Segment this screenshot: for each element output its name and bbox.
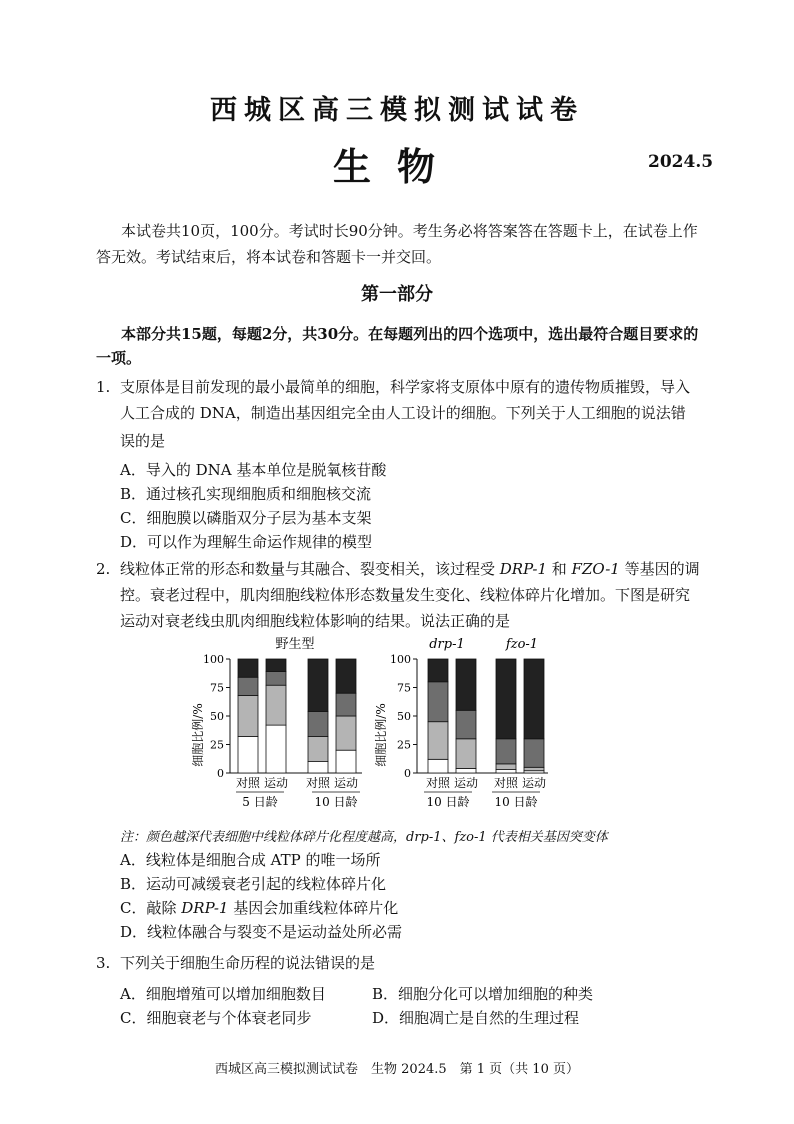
question-stem-line: 支原体是目前发现的最小最简单的细胞，科学家将支原体中原有的遗传物质摧毁，导入 [120,378,691,396]
bar-segment [524,739,544,768]
chart-title: 野生型 [275,637,315,652]
option-c: C．细胞膜以磷脂双分子层为基本支架 [120,509,372,527]
x-category-label: 对照 [235,776,261,790]
exam-date: 2024.5 [648,152,714,172]
bar-segment [238,677,258,695]
mitochondria-figure [180,630,580,815]
stem-text: 等基因的调 [619,560,700,578]
x-group-label: 5 日龄 [242,795,278,809]
question-number: 3. [96,954,111,972]
stem-text: 和 [547,560,572,578]
bar-segment [456,710,476,739]
x-group-labels [236,792,360,809]
bar-segment [238,695,258,736]
subject-title: 生物 [332,144,461,189]
bar-segment [456,768,476,773]
page-footer: 西城区高三模拟测试试卷 生物 2024.5 第 1 页（共 10 页） [215,1062,579,1077]
bar-segment [308,659,328,711]
y-axis-ticks [203,653,230,780]
y-tick-label: 50 [210,710,224,723]
question-number: 2. [96,560,111,578]
y-tick-label: 75 [210,681,224,695]
intro-paragraph: 本试卷共10页，100分。考试时长90分钟。考生务必将答案答在答题卡上，在试卷上作答无效。考试结束后，将本试卷和答题卡一并交回。 [96,222,698,266]
gene-name: DRP-1 [181,899,229,917]
bar-segment [266,685,286,725]
bar-segment [336,750,356,773]
option-a: A．导入的 DNA 基本单位是脱氧核苷酸 [120,461,387,479]
bar-segment [496,659,516,739]
exam-title: 西城区高三模拟测试试卷 [210,95,584,126]
x-category-label: 对照 [493,776,519,790]
bar-segment [456,739,476,769]
part-heading: 第一部分 [361,284,433,305]
x-group-labels [424,792,540,809]
question-stem-line [120,556,700,582]
chart-title: fzo-1 [505,637,539,652]
option-d: D．细胞凋亡是自然的生理过程 [372,1009,580,1027]
x-category-label: 对照 [425,776,451,790]
bar-segment [238,659,258,677]
option-c: C．细胞衰老与个体衰老同步 [120,1009,312,1027]
x-category-label: 对照 [305,776,331,790]
y-tick-label: 0 [404,767,411,780]
option-b: B．通过核孔实现细胞质和细胞核交流 [120,485,372,503]
option-text: 基因会加重线粒体碎片化 [228,899,399,917]
bar-segment [238,737,258,773]
option-b: B．运动可减缓衰老引起的线粒体碎片化 [120,875,387,893]
bar-segment [496,739,516,764]
y-tick-label: 100 [203,653,224,666]
bar-segment [524,659,544,739]
option-b: B．细胞分化可以增加细胞的种类 [372,985,594,1003]
option-text: C．敲除 [120,899,182,917]
y-tick-label: 100 [390,653,411,666]
question-stem-line: 下列关于细胞生命历程的说法错误的是 [120,954,376,972]
option-d: D．线粒体融合与裂变不是运动益处所必需 [120,923,403,941]
question-stem-line: 人工合成的 DNA，制造出基因组完全由人工设计的细胞。下列关于人工细胞的说法错 [120,404,686,422]
bar-segment [266,672,286,686]
y-axis-label: 细胞比例/% [191,703,205,767]
x-category-label: 运动 [333,776,359,790]
bar-segment [428,759,448,773]
bar-segment [496,770,516,773]
y-tick-label: 75 [397,681,411,695]
part-instructions: 本部分共15题，每题2分，共30分。在每题列出的四个选项中，选出最符合题目要求的一项。 [96,325,699,367]
bar-segment [266,725,286,773]
stem-text: 线粒体正常的形态和数量与其融合、裂变相关，该过程受 [120,560,500,578]
x-group-label: 10 日龄 [426,795,470,809]
gene-name: DRP-1 [499,560,547,578]
y-tick-label: 25 [210,738,224,752]
chart-mutants [373,637,548,809]
bar-segment [524,767,544,770]
x-group-label: 10 日龄 [494,795,538,809]
x-category-labels [426,775,546,790]
question-stem-line: 运动对衰老线虫肌肉细胞线粒体影响的结果。说法正确的是 [120,612,511,630]
option-d: D．可以作为理解生命运作规律的模型 [120,533,373,551]
x-category-label: 运动 [453,776,479,790]
bar-segment [456,659,476,710]
option-c [120,896,398,920]
x-category-labels [236,775,358,790]
bar-segment [336,693,356,716]
question-stem-line: 控。衰老过程中，肌肉细胞线粒体形态数量发生变化、线粒体碎片化增加。下图是研究 [120,586,691,604]
gene-name: FZO-1 [571,560,620,578]
bar-segment [308,737,328,762]
option-a: A．线粒体是细胞合成 ATP 的唯一场所 [120,851,381,869]
figure-note: 注：颜色越深代表细胞中线粒体碎片化程度越高，drp-1、fzo-1 代表相关基因突变体 [120,830,608,845]
bar-segment [496,764,516,770]
y-tick-label: 25 [397,738,411,752]
x-category-label: 运动 [521,776,547,790]
bar-segment [266,659,286,672]
question-number: 1. [96,378,111,396]
y-axis-ticks [390,653,417,780]
bar-segment [308,762,328,773]
chart-title: drp-1 [429,637,465,652]
x-category-label: 运动 [263,776,289,790]
y-tick-label: 0 [217,767,224,780]
bar-segment [336,659,356,693]
bar-segment [428,722,448,760]
y-tick-label: 50 [397,710,411,723]
x-group-label: 10 日龄 [314,795,358,809]
chart-wildtype [190,636,362,809]
bar-group [428,659,544,773]
bar-segment [336,716,356,750]
bar-group [238,659,356,773]
bar-segment [428,682,448,722]
bar-segment [308,711,328,736]
bar-segment [428,659,448,682]
question-stem-line: 误的是 [120,432,166,450]
option-a: A．细胞增殖可以增加细胞数目 [120,985,326,1003]
y-axis-label: 细胞比例/% [374,703,388,767]
